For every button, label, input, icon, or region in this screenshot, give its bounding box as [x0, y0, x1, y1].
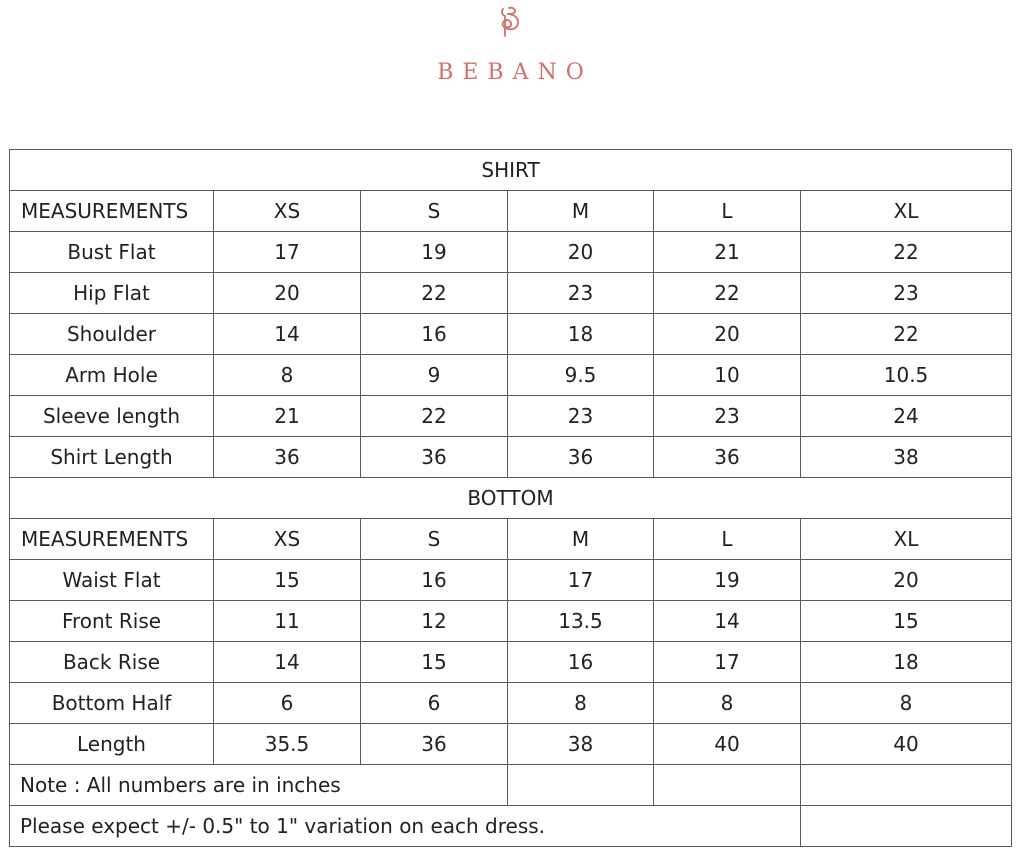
size-value: 20 [801, 560, 1012, 601]
size-value: 14 [654, 601, 801, 642]
measurement-label: Length [10, 724, 214, 765]
size-value: 14 [214, 642, 361, 683]
header-measurements: MEASUREMENTS [10, 519, 214, 560]
size-value: 10.5 [801, 355, 1012, 396]
shirt-section [10, 150, 1012, 478]
brand-name: BEBANO [437, 60, 593, 85]
size-value: 21 [214, 396, 361, 437]
measurement-label: Sleeve length [10, 396, 214, 437]
bottom-header-row [10, 519, 1012, 560]
size-value: 22 [654, 273, 801, 314]
header-size-xs: XS [214, 519, 361, 560]
size-value: 35.5 [214, 724, 361, 765]
size-value: 22 [361, 273, 508, 314]
size-value: 19 [654, 560, 801, 601]
measurement-label: Arm Hole [10, 355, 214, 396]
size-value: 10 [654, 355, 801, 396]
size-value: 16 [508, 642, 654, 683]
size-value: 23 [801, 273, 1012, 314]
measurement-label: Front Rise [10, 601, 214, 642]
size-value: 9 [361, 355, 508, 396]
empty-cell [801, 806, 1012, 847]
size-value: 18 [801, 642, 1012, 683]
note-units: Note : All numbers are in inches [10, 765, 508, 806]
size-value: 8 [508, 683, 654, 724]
size-value: 22 [801, 314, 1012, 355]
table-row [10, 232, 1012, 273]
size-value: 20 [508, 232, 654, 273]
size-value: 22 [361, 396, 508, 437]
measurement-label: Bust Flat [10, 232, 214, 273]
header-size-xl: XL [801, 519, 1012, 560]
size-value: 23 [508, 396, 654, 437]
size-value: 36 [654, 437, 801, 478]
size-value: 11 [214, 601, 361, 642]
size-value: 15 [801, 601, 1012, 642]
size-value: 38 [508, 724, 654, 765]
note-row-units [10, 765, 1012, 806]
size-value: 36 [361, 724, 508, 765]
table-row [10, 396, 1012, 437]
measurement-label: Waist Flat [10, 560, 214, 601]
size-value: 8 [654, 683, 801, 724]
header-size-xs: XS [214, 191, 361, 232]
size-value: 17 [508, 560, 654, 601]
size-value: 16 [361, 560, 508, 601]
header-size-l: L [654, 519, 801, 560]
size-value: 17 [654, 642, 801, 683]
header-size-xl: XL [801, 191, 1012, 232]
table-row [10, 683, 1012, 724]
size-value: 15 [214, 560, 361, 601]
table-row [10, 724, 1012, 765]
table-row [10, 273, 1012, 314]
measurement-label: Hip Flat [10, 273, 214, 314]
header-size-m: M [508, 191, 654, 232]
size-value: 6 [214, 683, 361, 724]
header-measurements: MEASUREMENTS [10, 191, 214, 232]
table-row [10, 560, 1012, 601]
size-value: 14 [214, 314, 361, 355]
size-value: 22 [801, 232, 1012, 273]
size-value: 8 [801, 683, 1012, 724]
empty-cell [654, 765, 801, 806]
section-title-bottom: BOTTOM [10, 478, 1012, 519]
header-size-m: M [508, 519, 654, 560]
table-row [10, 601, 1012, 642]
table-row [10, 314, 1012, 355]
size-value: 16 [361, 314, 508, 355]
size-chart-table [9, 149, 1012, 847]
measurement-label: Shoulder [10, 314, 214, 355]
empty-cell [508, 765, 654, 806]
measurement-label: Back Rise [10, 642, 214, 683]
size-value: 20 [214, 273, 361, 314]
header-size-s: S [361, 519, 508, 560]
table-row [10, 355, 1012, 396]
header-size-s: S [361, 191, 508, 232]
size-value: 21 [654, 232, 801, 273]
monogram-b-icon [493, 6, 525, 46]
size-value: 20 [654, 314, 801, 355]
size-value: 36 [214, 437, 361, 478]
header-size-l: L [654, 191, 801, 232]
size-value: 12 [361, 601, 508, 642]
size-value: 38 [801, 437, 1012, 478]
size-value: 15 [361, 642, 508, 683]
size-value: 9.5 [508, 355, 654, 396]
table-row [10, 437, 1012, 478]
size-value: 40 [801, 724, 1012, 765]
size-value: 24 [801, 396, 1012, 437]
empty-cell [801, 765, 1012, 806]
size-value: 36 [508, 437, 654, 478]
size-value: 13.5 [508, 601, 654, 642]
size-value: 40 [654, 724, 801, 765]
size-value: 17 [214, 232, 361, 273]
note-variation: Please expect +/- 0.5" to 1" variation on each dress. [10, 806, 801, 847]
size-value: 18 [508, 314, 654, 355]
bottom-title-row [10, 478, 1012, 519]
size-value: 8 [214, 355, 361, 396]
size-value: 36 [361, 437, 508, 478]
measurement-label: Bottom Half [10, 683, 214, 724]
bottom-section [10, 478, 1012, 765]
shirt-header-row [10, 191, 1012, 232]
size-value: 23 [654, 396, 801, 437]
note-row-variation [10, 806, 1012, 847]
measurement-label: Shirt Length [10, 437, 214, 478]
size-value: 23 [508, 273, 654, 314]
shirt-title-row [10, 150, 1012, 191]
table-row [10, 642, 1012, 683]
section-title-shirt: SHIRT [10, 150, 1012, 191]
size-value: 19 [361, 232, 508, 273]
size-value: 6 [361, 683, 508, 724]
notes-section [10, 765, 1012, 847]
